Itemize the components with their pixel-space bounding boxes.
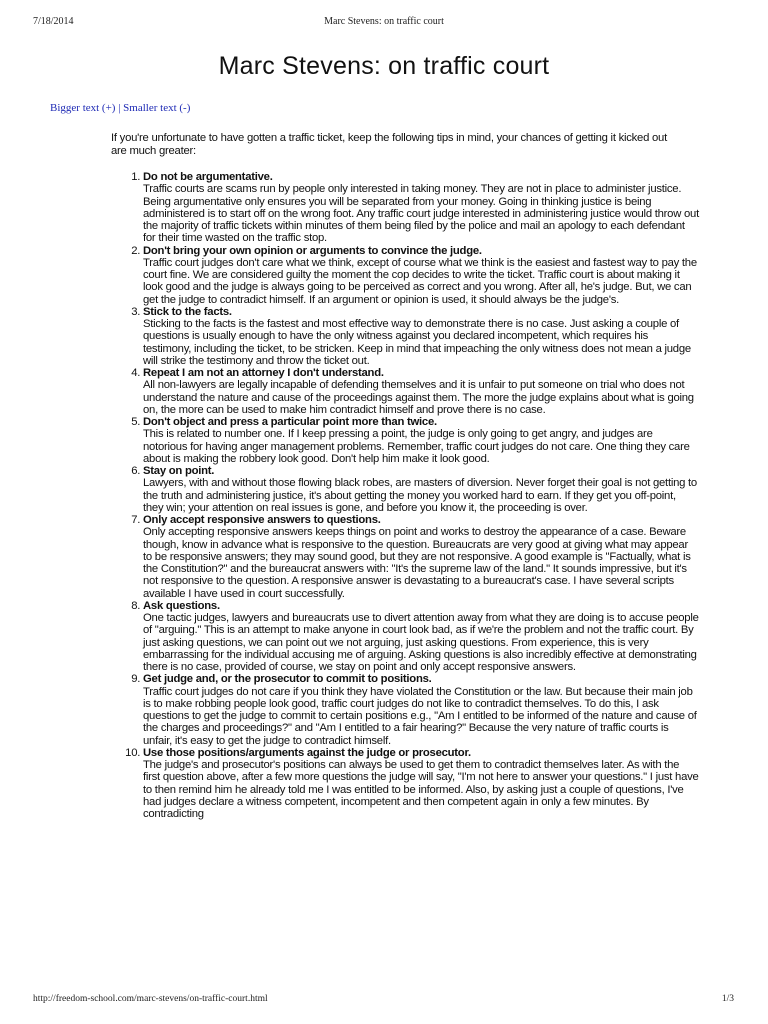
tip-title: 5. Don't object and press a particular point more than twice. (143, 416, 437, 428)
smaller-text-link[interactable]: Smaller text (-) (123, 102, 191, 114)
tip-title: 2. Don't bring your own opinion or arguments to convince the judge. (143, 244, 482, 257)
intro-paragraph: If you're unfortunate to have gotten a traffic ticket, keep the following tips in mind, your chances of getting it kicked out are much greater: (111, 132, 667, 157)
tip-body: Traffic court judges do not care if you think they have violated the Constitution or the law. But because their main job is to make robbing people look good, traffic court judges do not like to contradict themselves. To do this, I ask questions to get the judge to commit to certain positions e.g., "Am I entitled to be informed of the nature and cause of the charges and proceedings?" and "Am I entitled to a fair hearing?" Because the very nature of traffic courts is unfair, it's easy to get the judge to contradict himself. (143, 685, 697, 747)
tip-body: One tactic judges, lawyers and bureaucrats use to divert attention away from what they are doing is to accuse people of "arguing." This is an attempt to make anyone in court look bad, as if we're the problem and not the traffic court. By just asking questions, we can point out we not arguing, just asking questions. From experience, this is very embarrassing for the individual accusing me of arguing. Asking questions is also incredibly effective at demonstrating there is no case, provided of course, we stay on point and only accept responsive answers. (143, 612, 699, 673)
tip-body: Sticking to the facts is the fastest and most effective way to demonstrate there is no case. Just asking a couple of questions is usually enough to have the only witness against you declared incompetent, which requires his testimony, including the ticket, to be stricken. Keep in mind that impeaching the only witness does not mean a judge will strike the testimony and throw the ticket out. (143, 318, 691, 367)
print-footer-url: http://freedom-school.com/marc-stevens/on-traffic-court.html (33, 994, 268, 1004)
tips-list (111, 171, 699, 820)
list-item (143, 306, 699, 367)
print-header-title: Marc Stevens: on traffic court (324, 16, 444, 27)
tip-title: 1. Do not be argumentative. (143, 171, 273, 183)
list-item (143, 171, 699, 245)
list-item (143, 245, 699, 306)
tip-body: Lawyers, with and without those flowing black robes, are masters of diversion. Never forget their goal is not getting to the truth and administering justice, it's about getting the money you worked hard to earn. If they get you off-point, they win; your attention on real issues is gone, and before you know it, the proceeding is over. (143, 477, 697, 514)
tip-body: All non-lawyers are legally incapable of defending themselves and it is unfair to put someone on trial who does not understand the nature and cause of the proceedings against them. The more the judge explains about what is going on, the more can be used to make him contradict himself and prove there is no case. (143, 379, 694, 416)
tip-body: The judge's and prosecutor's positions can always be used to get them to contradict themselves later. As with the first question above, after a few more questions the judge will say, "I'm not here to answer your questions." I just have to then remind him he already told me I was entitled to be informed. Also, by asking just a couple of questions, I've had judges declare a witness competent, incompetent and then competent again in only a few minutes. By contradicting (143, 759, 699, 820)
tip-title: 10. Use those positions/arguments against the judge or prosecutor. (143, 746, 471, 759)
list-item (143, 367, 699, 416)
tip-body: Traffic courts are scams run by people only interested in taking money. They are not in place to administer justice. Being argumentative only ensures you will be separated from your money. Going in thinking justice is being administered is to start off on the wrong foot. Any traffic court judge interested in administering justice would throw out the majority of traffic tickets within minutes of them being filed by the police and mail an apology to each defendant for their time wasted on the traffic stop. (143, 183, 699, 245)
bigger-text-link[interactable]: Bigger text (+) (50, 102, 116, 114)
tip-title: 4. Repeat I am not an attorney I don't understand. (143, 367, 384, 379)
tip-title: 3. Stick to the facts. (143, 305, 232, 318)
tip-title: 6. Stay on point. (143, 465, 215, 477)
list-item (143, 465, 699, 514)
list-item (143, 600, 699, 674)
tip-body: This is related to number one. If I keep pressing a point, the judge is only going to get angry, and judges are notorious for having anger management problems. Remember, traffic court judges do not care. One thing they care about is making the robbery look good. Don't help him make it look good. (143, 428, 690, 465)
tip-body: Traffic court judges don't care what we think, except of course what we think is the easiest and fastest way to pay the court fine. We are considered guilty the moment the cop decides to write the ticket. Traffic court is about making it look good and the judge is always going to be perceived as correct and you wrong. After all, he's judge. But, we can get the judge to contradict himself. If an argument or opinion is used, it should always be the judge's. (143, 256, 697, 306)
page-number: 1/3 (721, 994, 734, 1004)
tip-body: Only accepting responsive answers keeps things on point and works to destroy the appearance of a case. Beware though, know in advance what is responsive to the question. Bureaucrats are very good at giving what may appear to be responsive answers; they may sound good, but they are not responsive. A good example is "Factually, what is the Constitution?" and the bureaucrat answers with: "It's the supreme law of the land." It sounds impressive, but it's not responsive to the question. A responsive answer is devastating to a bureaucrat's case. I have several scripts available I have used in court successfully. (143, 526, 691, 600)
tip-title: 8. Ask questions. (143, 599, 220, 612)
list-item (143, 747, 699, 821)
list-item (143, 416, 699, 465)
list-item (143, 673, 699, 747)
text-size-controls (50, 102, 190, 114)
page-title: Marc Stevens: on traffic court (218, 52, 550, 80)
list-item (143, 514, 699, 600)
text-size-separator: | (115, 102, 124, 114)
print-date: 7/18/2014 (33, 16, 74, 27)
tip-title: 9. Get judge and, or the prosecutor to commit to positions. (143, 673, 432, 686)
tip-title: 7. Only accept responsive answers to questions. (143, 514, 381, 526)
